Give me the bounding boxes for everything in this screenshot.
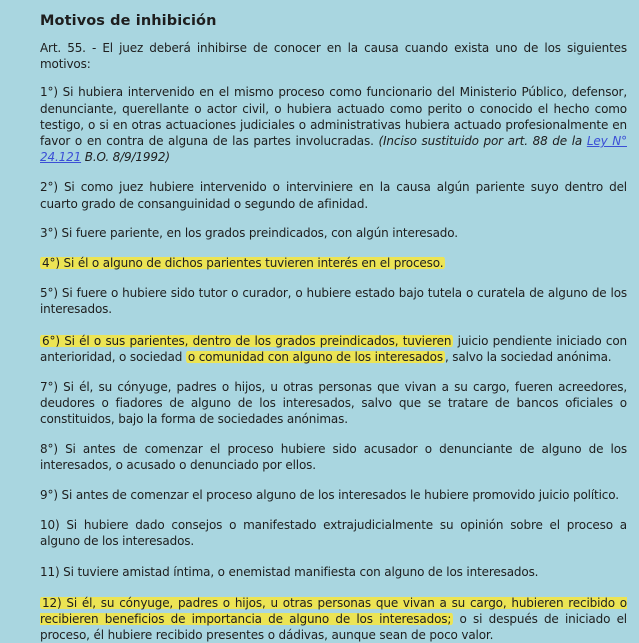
clause-8: 8°) Si antes de comenzar el proceso hubiere sido acusador o denunciante de alguno de los interesados, o acusado o denunciado por ellos.	[40, 441, 627, 472]
clause-2: 2°) Si como juez hubiere intervenido o interviniere en la causa algún pariente suyo dentro del cuarto grado de consanguinidad o segundo de afinidad.	[40, 180, 627, 211]
clause-6-highlight-a: 6°) Si él o sus parientes, dentro de los grados preindicados, tuvieren	[42, 333, 452, 348]
clause-1-text: 1°) Si hubiera intervenido en el mismo proceso como funcionario del Ministerio Público, defensor, denunciante, querellante o actor civil, o hubiera actuado como perito o conocido el hecho como testigo, o si en otras actuaciones judiciales o administrativas hubiera actuado profesionalmente en favor o en contra de alguna de las partes involucradas.	[40, 85, 627, 149]
clause-4	[40, 255, 627, 271]
clause-12	[40, 595, 627, 643]
clause-9: 9°) Si antes de comenzar el proceso alguno de los interesados le hubiere promovido juicio político.	[40, 488, 619, 503]
clause-6-text-b: , salvo la sociedad anónima.	[444, 349, 612, 364]
clause-10: 10) Si hubiere dado consejos o manifestado extrajudicialmente su opinión sobre el proceso a alguno de los interesados.	[40, 518, 627, 549]
law-link[interactable]: Ley N° 24.121	[40, 134, 627, 165]
clause-6-text-a: juicio pendiente iniciado con anterioridad, o sociedad	[40, 333, 627, 364]
clause-5: 5°) Si fuere o hubiere sido tutor o curador, o hubiere estado bajo tutela o curatela de alguno de los interesados.	[40, 286, 627, 317]
clause-6-highlight-b: o comunidad con alguno de los interesados	[187, 349, 443, 364]
clause-4-highlight: 4°) Si él o alguno de dichos parientes tuvieren interés en el proceso.	[42, 256, 444, 271]
clause-1-citation-a: (Inciso sustituido por art. 88 de la	[378, 134, 587, 149]
clause-6	[40, 333, 627, 365]
clause-7: 7°) Si él, su cónyuge, padres o hijos, u otras personas que vivan a su cargo, fueren acreedores, deudores o fiadores de alguno de los interesados, salvo que se tratare de bancos oficiales o constituidos, bajo la forma de sociedades anónimas.	[40, 380, 627, 427]
clause-12-text: o si después de iniciado el proceso, él hubiere recibido presentes o dádivas, aunque sean de poco valor.	[40, 612, 627, 643]
section-title: Motivos de inhibición	[40, 13, 217, 29]
clause-11: 11) Si tuviere amistad íntima, o enemistad manifiesta con alguno de los interesados.	[40, 564, 539, 579]
clause-12-highlight: 12) Si él, su cónyuge, padres o hijos, u otras personas que vivan a su cargo, hubieren recibido o recibieren beneficios de importancia de alguno de los interesados;	[40, 595, 627, 627]
clause-1-citation-b: B.O. 8/9/1992)	[81, 150, 170, 165]
article-intro: Art. 55. - El juez deberá inhibirse de conocer en la causa cuando exista uno de los siguientes motivos:	[40, 41, 627, 72]
clause-3: 3°) Si fuere pariente, en los grados preindicados, con algún interesado.	[40, 225, 458, 240]
clause-1	[40, 84, 627, 165]
